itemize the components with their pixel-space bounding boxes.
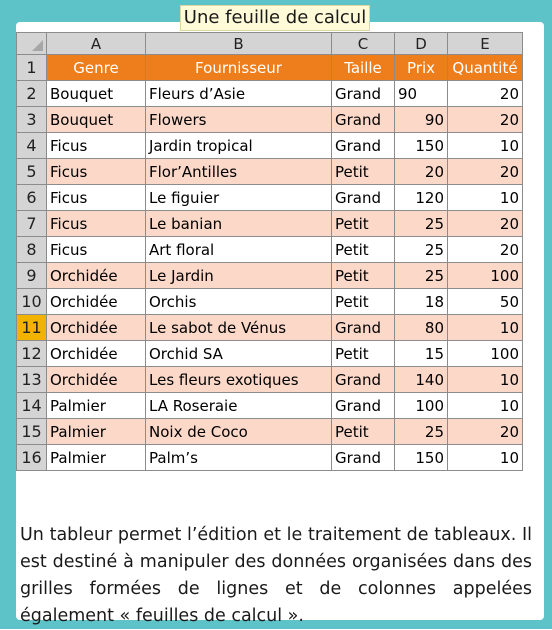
cell-quantite[interactable]: 100 xyxy=(448,341,523,367)
row-header[interactable]: 12 xyxy=(17,341,47,367)
table-row xyxy=(17,419,523,445)
cell-prix[interactable]: 90 xyxy=(395,81,448,107)
spreadsheet-body xyxy=(17,55,523,471)
cell-quantite[interactable]: 20 xyxy=(448,419,523,445)
cell-fournisseur[interactable]: Orchis xyxy=(146,289,332,315)
cell-taille[interactable]: Grand xyxy=(332,367,395,393)
table-row xyxy=(17,211,523,237)
table-row xyxy=(17,81,523,107)
cell-quantite[interactable]: 50 xyxy=(448,289,523,315)
cell-quantite[interactable]: 10 xyxy=(448,315,523,341)
select-all-triangle-icon xyxy=(32,40,43,51)
cell-prix[interactable]: 80 xyxy=(395,315,448,341)
cell-genre[interactable]: Bouquet xyxy=(47,107,146,133)
cell-genre[interactable]: Orchidée xyxy=(47,315,146,341)
row-header[interactable]: 6 xyxy=(17,185,47,211)
cell-fournisseur[interactable]: Le figuier xyxy=(146,185,332,211)
cell-prix[interactable]: 100 xyxy=(395,393,448,419)
cell-prix[interactable]: 25 xyxy=(395,263,448,289)
column-header-b[interactable]: B xyxy=(146,33,332,55)
header-cell-prix[interactable]: Prix xyxy=(395,55,448,81)
row-header[interactable]: 13 xyxy=(17,367,47,393)
row-header[interactable]: 10 xyxy=(17,289,47,315)
spreadsheet-grid xyxy=(16,32,523,471)
row-header[interactable]: 15 xyxy=(17,419,47,445)
row-header[interactable]: 5 xyxy=(17,159,47,185)
cell-fournisseur[interactable]: Les fleurs exotiques xyxy=(146,367,332,393)
cell-genre[interactable]: Ficus xyxy=(47,133,146,159)
cell-prix[interactable]: 20 xyxy=(395,159,448,185)
cell-genre[interactable]: Ficus xyxy=(47,185,146,211)
row-header[interactable]: 4 xyxy=(17,133,47,159)
table-row xyxy=(17,237,523,263)
select-all-corner[interactable] xyxy=(17,33,47,55)
cell-genre[interactable]: Ficus xyxy=(47,237,146,263)
cell-fournisseur[interactable]: Flor’Antilles xyxy=(146,159,332,185)
cell-genre[interactable]: Palmier xyxy=(47,419,146,445)
cell-taille[interactable]: Grand xyxy=(332,81,395,107)
cell-genre[interactable]: Orchidée xyxy=(47,341,146,367)
row-header[interactable]: 16 xyxy=(17,445,47,471)
cell-genre[interactable]: Bouquet xyxy=(47,81,146,107)
header-cell-fournisseur[interactable]: Fournisseur xyxy=(146,55,332,81)
row-header[interactable]: 8 xyxy=(17,237,47,263)
table-header-row xyxy=(17,55,523,81)
cell-prix[interactable]: 15 xyxy=(395,341,448,367)
table-row xyxy=(17,133,523,159)
cell-taille[interactable]: Petit xyxy=(332,159,395,185)
cell-taille[interactable]: Grand xyxy=(332,445,395,471)
cell-genre[interactable]: Orchidée xyxy=(47,289,146,315)
header-cell-quantite[interactable]: Quantité xyxy=(448,55,523,81)
cell-taille[interactable]: Petit xyxy=(332,237,395,263)
cell-taille[interactable]: Grand xyxy=(332,107,395,133)
cell-fournisseur[interactable]: Jardin tropical xyxy=(146,133,332,159)
cell-taille[interactable]: Petit xyxy=(332,419,395,445)
cell-genre[interactable]: Ficus xyxy=(47,211,146,237)
column-header-c[interactable]: C xyxy=(332,33,395,55)
header-cell-genre[interactable]: Genre xyxy=(47,55,146,81)
cell-prix[interactable]: 90 xyxy=(395,107,448,133)
column-header-e[interactable]: E xyxy=(448,33,523,55)
cell-prix[interactable]: 25 xyxy=(395,419,448,445)
cell-fournisseur[interactable]: Noix de Coco xyxy=(146,419,332,445)
table-row xyxy=(17,107,523,133)
cell-quantite[interactable]: 20 xyxy=(448,237,523,263)
cell-quantite[interactable]: 10 xyxy=(448,367,523,393)
cell-genre[interactable]: Orchidée xyxy=(47,263,146,289)
cell-prix[interactable]: 25 xyxy=(395,211,448,237)
cell-taille[interactable]: Grand xyxy=(332,185,395,211)
table-row xyxy=(17,367,523,393)
cell-taille[interactable]: Grand xyxy=(332,315,395,341)
table-row xyxy=(17,341,523,367)
table-row xyxy=(17,185,523,211)
cell-prix[interactable]: 150 xyxy=(395,133,448,159)
cell-genre[interactable]: Palmier xyxy=(47,393,146,419)
table-row xyxy=(17,315,523,341)
cell-quantite[interactable]: 10 xyxy=(448,393,523,419)
cell-fournisseur[interactable]: Orchid SA xyxy=(146,341,332,367)
row-header[interactable]: 7 xyxy=(17,211,47,237)
cell-quantite[interactable]: 10 xyxy=(448,133,523,159)
row-header[interactable]: 9 xyxy=(17,263,47,289)
cell-prix[interactable]: 18 xyxy=(395,289,448,315)
cell-prix[interactable]: 120 xyxy=(395,185,448,211)
cell-taille[interactable]: Petit xyxy=(332,211,395,237)
column-header-d[interactable]: D xyxy=(395,33,448,55)
cell-fournisseur[interactable]: LA Roseraie xyxy=(146,393,332,419)
row-header[interactable]: 3 xyxy=(17,107,47,133)
cell-taille[interactable]: Petit xyxy=(332,263,395,289)
cell-prix[interactable]: 25 xyxy=(395,237,448,263)
cell-quantite[interactable]: 100 xyxy=(448,263,523,289)
cell-quantite[interactable]: 20 xyxy=(448,159,523,185)
cell-prix[interactable]: 150 xyxy=(395,445,448,471)
cell-quantite[interactable]: 20 xyxy=(448,81,523,107)
cell-taille[interactable]: Petit xyxy=(332,341,395,367)
cell-taille[interactable]: Grand xyxy=(332,393,395,419)
column-header-a[interactable]: A xyxy=(47,33,146,55)
cell-taille[interactable]: Grand xyxy=(332,133,395,159)
cell-taille[interactable]: Petit xyxy=(332,289,395,315)
row-header[interactable]: 14 xyxy=(17,393,47,419)
table-row xyxy=(17,445,523,471)
cell-genre[interactable]: Palmier xyxy=(47,445,146,471)
cell-genre[interactable]: Ficus xyxy=(47,159,146,185)
cell-fournisseur[interactable]: Le banian xyxy=(146,211,332,237)
figure-title: Une feuille de calcul xyxy=(180,5,370,31)
cell-fournisseur[interactable]: Le sabot de Vénus xyxy=(146,315,332,341)
cell-fournisseur[interactable]: Fleurs d’Asie xyxy=(146,81,332,107)
row-header[interactable]: 11 xyxy=(17,315,47,341)
cell-quantite[interactable]: 20 xyxy=(448,107,523,133)
table-row xyxy=(17,289,523,315)
cell-fournisseur[interactable]: Flowers xyxy=(146,107,332,133)
table-row xyxy=(17,393,523,419)
cell-fournisseur[interactable]: Palm’s xyxy=(146,445,332,471)
row-header[interactable]: 2 xyxy=(17,81,47,107)
cell-quantite[interactable]: 20 xyxy=(448,211,523,237)
cell-fournisseur[interactable]: Art floral xyxy=(146,237,332,263)
caption-text: Un tableur permet l’édition et le traitement de tableaux. Il est destiné à manipuler des données organisées dans des grilles formées de lignes et de colonnes appelées également « feuilles de calcul ». xyxy=(20,524,532,626)
cell-prix[interactable]: 140 xyxy=(395,367,448,393)
cell-quantite[interactable]: 10 xyxy=(448,185,523,211)
table-row xyxy=(17,159,523,185)
cell-genre[interactable]: Orchidée xyxy=(47,367,146,393)
header-cell-taille[interactable]: Taille xyxy=(332,55,395,81)
row-header[interactable]: 1 xyxy=(17,55,47,81)
table-row xyxy=(17,263,523,289)
cell-fournisseur[interactable]: Le Jardin xyxy=(146,263,332,289)
cell-quantite[interactable]: 10 xyxy=(448,445,523,471)
